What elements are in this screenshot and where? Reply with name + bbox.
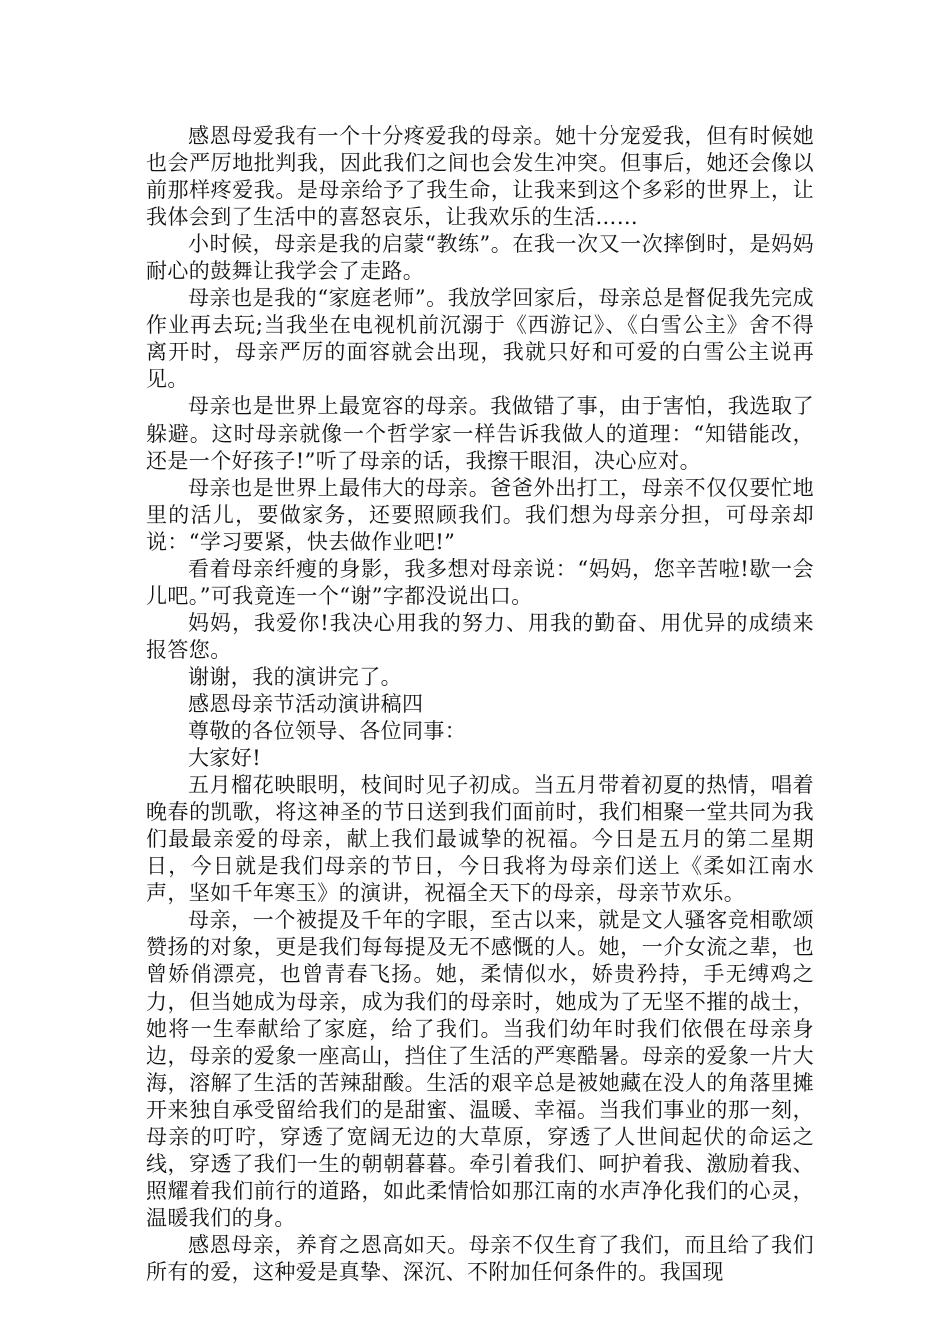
paragraph: 母亲也是我的“家庭老师”。我放学回家后，母亲总是督促我先完成作业再去玩;当我坐在电视机前沉溺于《西游记》、《白雪公主》舍不得离开时，母亲严厉的面容就会出现，我就只好和可爱的白雪公主说再见。 <box>146 286 814 392</box>
paragraph: 母亲也是世界上最伟大的母亲。爸爸外出打工，母亲不仅仅要忙地里的活儿，要做家务，还要照顾我们。我们想为母亲分担，可母亲却说：“学习要紧，快去做作业吧!” <box>146 475 814 554</box>
paragraph: 感恩母亲，养育之恩高如天。母亲不仅生育了我们，而且给了我们所有的爱，这种爱是真挚、深沉、不附加任何条件的。我国现 <box>146 1232 814 1284</box>
paragraph: 妈妈，我爱你!我决心用我的努力、用我的勤奋、用优异的成绩来报答您。 <box>146 610 814 662</box>
section-title: 感恩母亲节活动演讲稿四 <box>188 691 424 716</box>
paragraph: 小时候，母亲是我的启蒙“教练”。在我一次又一次摔倒时，是妈妈耐心的鼓舞让我学会了走路。 <box>146 232 814 284</box>
greeting: 大家好! <box>188 746 262 771</box>
document-body <box>146 123 814 1286</box>
paragraph: 母亲，一个被提及千年的字眼，至古以来，就是文人骚客竞相歌颂赞扬的对象，更是我们每每提及无不感慨的人。她，一介女流之辈，也曾娇俏漂亮，也曾青春飞扬。她，柔情似水，娇贵矜持，手无缚鸡之力，但当她成为母亲，成为我们的母亲时，她成为了无坚不摧的战士，她将一生奉献给了家庭，给了我们。当我们幼年时我们依偎在母亲身边，母亲的爱象一座高山，挡住了生活的严寒酷暑。母亲的爱象一片大海，溶解了生活的苦辣甜酸。生活的艰辛总是被她藏在没人的角落里摊开来独自承受留给我们的是甜蜜、温暖、幸福。当我们事业的那一刻，母亲的叮咛，穿透了宽阔无边的大草原，穿透了人世间起伏的命运之线，穿透了我们一生的朝朝暮暮。牵引着我们、呵护着我、激励着我、照耀着我们前行的道路，如此柔情恰如那江南的水声净化我们的心灵，温暖我们的身。 <box>146 908 814 1230</box>
paragraph: 感恩母爱我有一个十分疼爱我的母亲。她十分宠爱我，但有时候她也会严厉地批判我，因此我们之间也会发生冲突。但事后，她还会像以前那样疼爱我。是母亲给予了我生命，让我来到这个多彩的世界上，让我体会到了生活中的喜怒哀乐，让我欢乐的生活…… <box>146 124 814 230</box>
paragraph: 五月榴花映眼明，枝间时见子初成。当五月带着初夏的热情，唱着晚春的凯歌，将这神圣的节日送到我们面前时，我们相聚一堂共同为我们最最亲爱的母亲，献上我们最诚挚的祝福。今日是五月的第二星期日，今日就是我们母亲的节日，今日我将为母亲们送上《柔如江南水声，坚如千年寒玉》的演讲，祝福全天下的母亲，母亲节欢乐。 <box>146 773 814 906</box>
paragraph: 看着母亲纤瘦的身影，我多想对母亲说：“妈妈，您辛苦啦!歇一会儿吧。”可我竟连一个“谢”字都没说出口。 <box>146 556 814 608</box>
paragraph: 谢谢，我的演讲完了。 <box>188 664 402 689</box>
salutation: 尊敬的各位领导、各位同事： <box>188 719 467 744</box>
paragraph: 母亲也是世界上最宽容的母亲。我做错了事，由于害怕，我选取了躲避。这时母亲就像一个哲学家一样告诉我做人的道理：“知错能改，还是一个好孩子!”听了母亲的话，我擦干眼泪，决心应对。 <box>146 394 814 473</box>
